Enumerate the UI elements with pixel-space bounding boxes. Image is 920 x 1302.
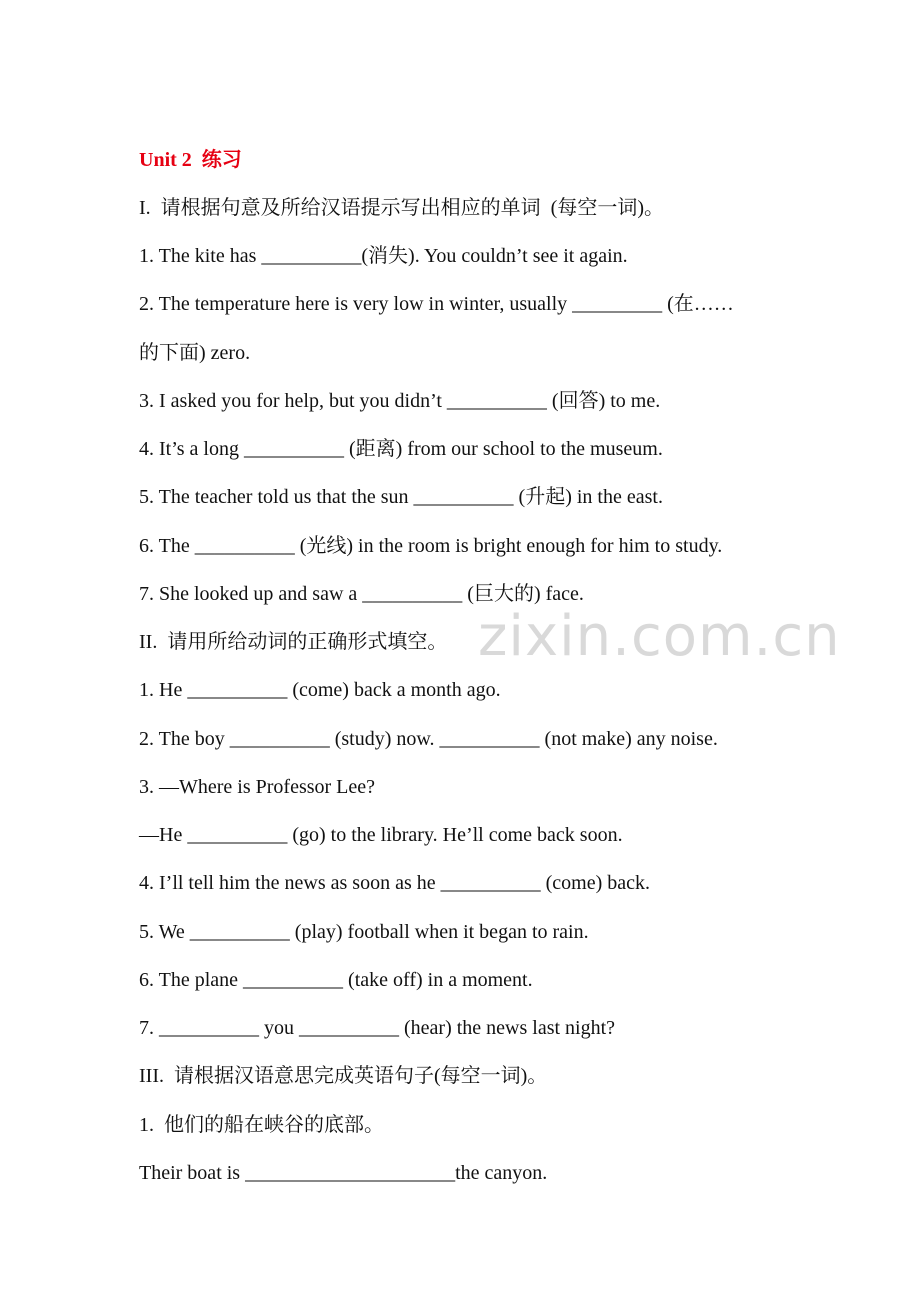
section-2-item-7: 7. __________ you __________ (hear) the news last night?: [139, 1017, 616, 1039]
section-2-item-2: 2. The boy __________ (study) now. __________ (not make) any noise.: [139, 728, 718, 750]
section-1-item-6: 6. The __________ (光线) in the room is bright enough for him to study.: [139, 535, 723, 557]
section-1-item-4: 4. It’s a long __________ (距离) from our school to the museum.: [139, 438, 663, 460]
section-1-item-1: 1. The kite has __________(消失). You couldn’t see it again.: [139, 245, 628, 267]
section-1-heading: I. 请根据句意及所给汉语提示写出相应的单词 (每空一词)。: [139, 197, 664, 219]
section-3-item-1-english: Their boat is _____________________the canyon.: [139, 1162, 548, 1184]
section-2-item-6: 6. The plane __________ (take off) in a moment.: [139, 969, 533, 991]
section-3-item-1-chinese: 1. 他们的船在峡谷的底部。: [139, 1114, 384, 1136]
section-1-item-2-continued: 的下面) zero.: [139, 342, 251, 364]
section-1-item-2: 2. The temperature here is very low in winter, usually _________ (在……: [139, 293, 734, 315]
section-1-item-3: 3. I asked you for help, but you didn’t __________ (回答) to me.: [139, 390, 661, 412]
section-2-heading: II. 请用所给动词的正确形式填空。: [139, 631, 448, 653]
section-2-item-3-question: 3. —Where is Professor Lee?: [139, 776, 376, 798]
section-2-item-3-answer: —He __________ (go) to the library. He’ll come back soon.: [139, 824, 623, 846]
section-2-item-1: 1. He __________ (come) back a month ago.: [139, 679, 501, 701]
section-2-item-5: 5. We __________ (play) football when it began to rain.: [139, 921, 589, 943]
section-1-item-5: 5. The teacher told us that the sun __________ (升起) in the east.: [139, 486, 663, 508]
watermark: zixin.com.cn: [478, 604, 841, 669]
section-3-heading: III. 请根据汉语意思完成英语句子(每空一词)。: [139, 1065, 548, 1087]
worksheet-title: Unit 2 练习: [139, 149, 242, 171]
section-1-item-7: 7. She looked up and saw a __________ (巨大的) face.: [139, 583, 584, 605]
section-2-item-4: 4. I’ll tell him the news as soon as he __________ (come) back.: [139, 872, 650, 894]
